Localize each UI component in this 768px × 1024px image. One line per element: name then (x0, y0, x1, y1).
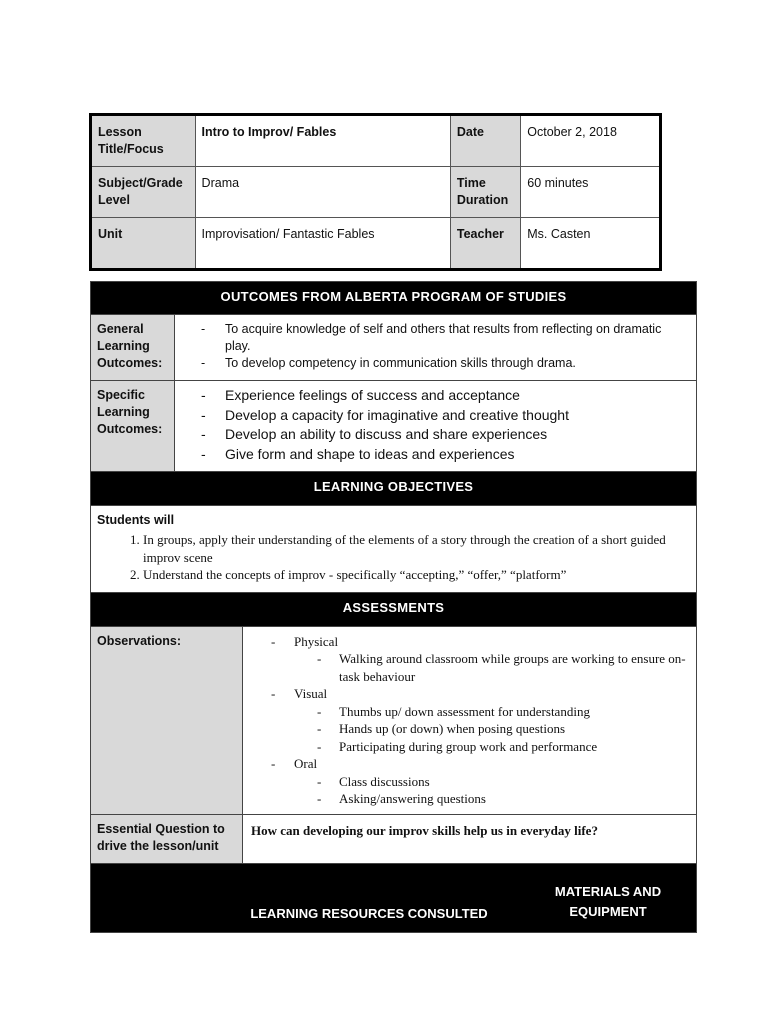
resources-banner (91, 863, 697, 932)
specific-outcomes-list (175, 386, 686, 464)
list-item: - Develop a capacity for imaginative and creative thought (175, 406, 686, 426)
subject-row (91, 167, 661, 218)
lesson-title-label: Lesson Title/Focus (91, 115, 196, 167)
objectives-list (97, 531, 688, 584)
unit-label: Unit (91, 218, 196, 270)
observations-list (243, 633, 686, 808)
assessments-heading: ASSESSMENTS (91, 592, 697, 626)
specific-outcomes-label: Specific Learning Outcomes: (91, 381, 175, 472)
objectives-banner (91, 472, 697, 506)
list-item: - To develop competency in communication skills through drama. (175, 355, 686, 372)
objectives-heading: LEARNING OBJECTIVES (91, 472, 697, 506)
observations-content (243, 626, 697, 814)
time-duration-label: Time Duration (450, 167, 520, 218)
category-visual (243, 685, 686, 755)
list-item: - Participating during group work and performance (294, 738, 686, 756)
date-label: Date (450, 115, 520, 167)
category-physical (243, 633, 686, 686)
category-label: Oral (294, 756, 318, 771)
list-item: - Asking/answering questions (294, 790, 686, 808)
essential-question-label: Essential Question to drive the lesson/unit (91, 814, 243, 863)
outcomes-banner (91, 282, 697, 315)
list-item: 1. In groups, apply their understanding of the elements of a story through the creation of a short guided improv scene (143, 531, 688, 566)
specific-outcomes-row (91, 381, 697, 472)
objectives-intro: Students will (97, 513, 175, 527)
unit-row (91, 218, 661, 270)
list-item: - Develop an ability to discuss and share experiences (175, 425, 686, 445)
essential-question-text: How can developing our improv skills help us in everyday life? (243, 814, 697, 863)
subject-value: Drama (195, 167, 450, 218)
category-label: Visual (294, 686, 328, 701)
list-item: - Class discussions (294, 773, 686, 791)
list-item: - To acquire knowledge of self and others that results from reflecting on dramatic play. (175, 321, 686, 355)
objectives-content (91, 506, 697, 593)
observations-row (91, 626, 697, 814)
subject-label: Subject/Grade Level (91, 167, 196, 218)
list-item: - Hands up (or down) when posing questions (294, 720, 686, 738)
date-value: October 2, 2018 (521, 115, 661, 167)
materials-heading: MATERIALS AND EQUIPMENT (554, 883, 662, 919)
assessments-banner (91, 592, 697, 626)
list-item: - Give form and shape to ideas and experiences (175, 445, 686, 465)
outcomes-heading: OUTCOMES FROM ALBERTA PROGRAM OF STUDIES (91, 282, 697, 315)
specific-outcomes-content (175, 381, 697, 472)
list-item: - Experience feelings of success and acceptance (175, 386, 686, 406)
list-item: - Thumbs up/ down assessment for understanding (294, 703, 686, 721)
category-label: Physical (294, 633, 339, 649)
time-duration-value: 60 minutes (521, 167, 661, 218)
resources-heading: LEARNING RESOURCES CONSULTED (250, 905, 488, 921)
teacher-label: Teacher (450, 218, 520, 270)
objectives-row (91, 506, 697, 593)
teacher-value: Ms. Casten (521, 218, 661, 270)
essential-question-row (91, 814, 697, 863)
general-outcomes-list (175, 321, 686, 372)
list-item: 2. Understand the concepts of improv - specifically “accepting,” “offer,” “platform” (143, 566, 688, 584)
list-item: - Walking around classroom while groups are working to ensure on-task behaviour (294, 650, 686, 685)
general-outcomes-label: General Learning Outcomes: (91, 315, 175, 381)
lesson-title-value: Intro to Improv/ Fables (195, 115, 450, 167)
general-outcomes-row (91, 315, 697, 381)
lesson-info-table (89, 113, 662, 271)
lesson-plan-table (90, 281, 697, 933)
observations-label: Observations: (91, 626, 243, 814)
unit-value: Improvisation/ Fantastic Fables (195, 218, 450, 270)
category-oral (243, 755, 686, 808)
general-outcomes-content (175, 315, 697, 381)
lesson-row (91, 115, 661, 167)
